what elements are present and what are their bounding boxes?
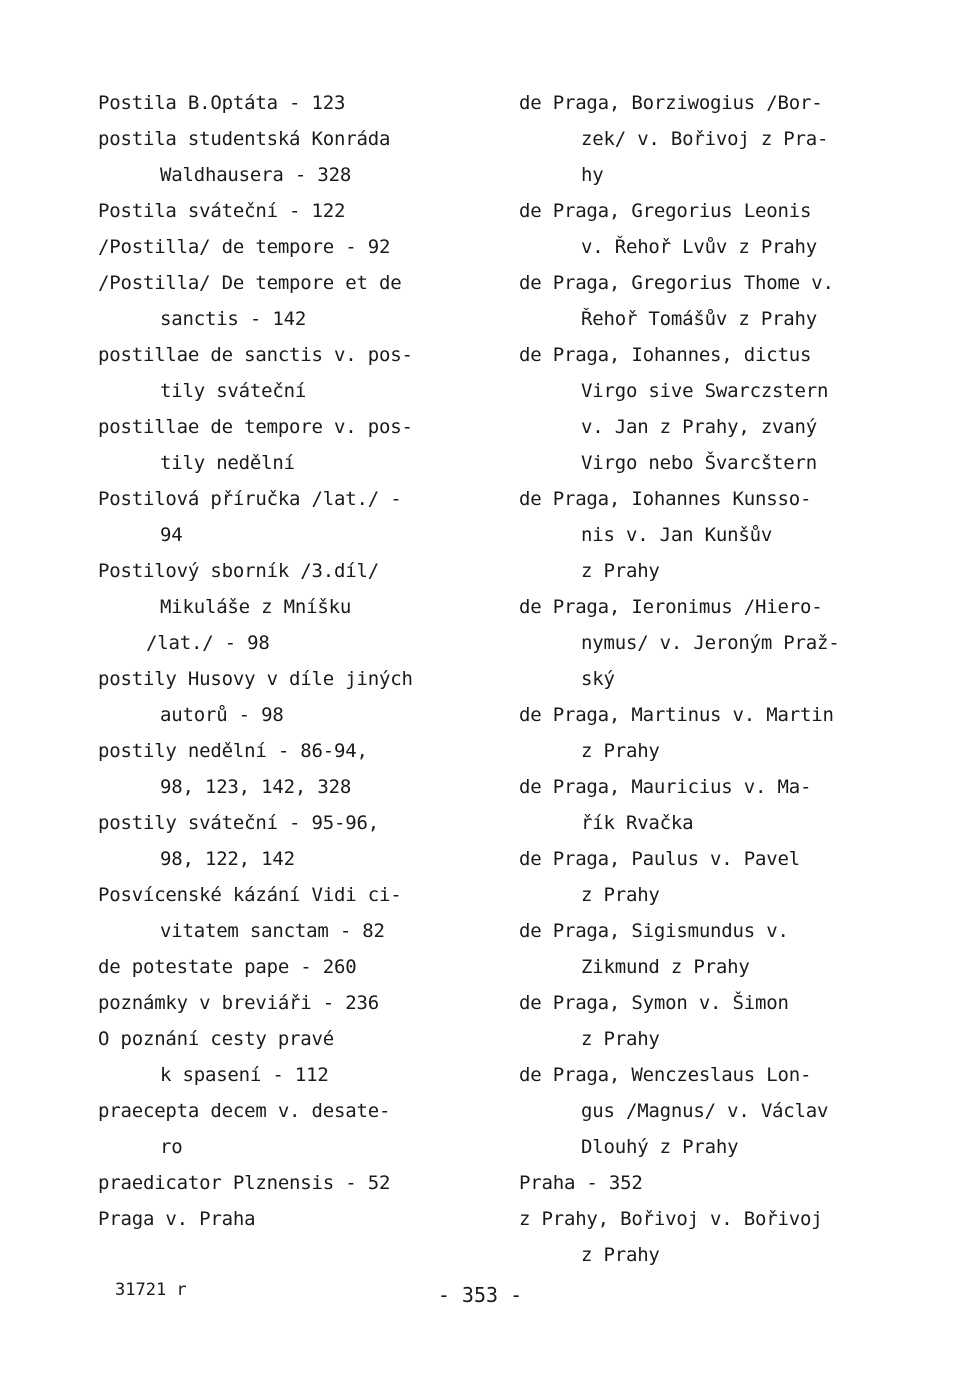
index-entry-continuation: nis v. Jan Kunšův [581, 524, 773, 546]
index-entry-continuation: hy [581, 164, 604, 186]
index-entry: postillae de tempore v. pos- [98, 416, 413, 438]
index-entry-continuation: /lat./ - 98 [146, 632, 270, 654]
index-entry-continuation: řík Rvačka [581, 812, 694, 834]
index-entry-continuation: Dlouhý z Prahy [581, 1136, 739, 1158]
index-entry-continuation: 94 [160, 524, 183, 546]
index-entry: Postilový sborník /3.díl/ [98, 560, 379, 582]
index-entry: O poznání cesty pravé [98, 1028, 335, 1050]
index-entry: postily Husovy v díle jiných [98, 668, 413, 690]
index-entry-continuation: Virgo sive Swarczstern [581, 380, 829, 402]
index-entry: Postilová příručka /lat./ - [98, 488, 402, 510]
index-entry: de Praga, Symon v. Šimon [519, 992, 789, 1014]
index-entry-continuation: Waldhausera - 328 [160, 164, 352, 186]
index-entry-continuation: z Prahy [581, 1028, 660, 1050]
index-entry: de Praga, Iohannes, dictus [519, 344, 812, 366]
index-entry: de Praga, Sigismundus v. [519, 920, 789, 942]
page-number: - 353 - [437, 1283, 523, 1307]
index-entry: praedicator Plznensis - 52 [98, 1172, 391, 1194]
index-entry-continuation: Mikuláše z Mníšku [160, 596, 352, 618]
index-entry-continuation: Řehoř Tomášův z Prahy [581, 308, 818, 330]
index-entry-continuation: tily nedělní [160, 452, 295, 474]
index-entry: de Praga, Paulus v. Pavel [519, 848, 800, 870]
index-entry-continuation: z Prahy [581, 740, 660, 762]
index-entry: z Prahy, Bořivoj v. Bořivoj [519, 1208, 823, 1230]
index-entry-continuation: nymus/ v. Jeroným Praž- [581, 632, 840, 654]
index-entry: /Postilla/ De tempore et de [98, 272, 402, 294]
index-entry: de Praga, Iohannes Kunsso- [519, 488, 812, 510]
index-entry-continuation: Zikmund z Prahy [581, 956, 750, 978]
index-entry-continuation: autorů - 98 [160, 704, 284, 726]
index-entry: postillae de sanctis v. pos- [98, 344, 413, 366]
print-code: 31721 r [115, 1280, 187, 1300]
index-column-left [98, 85, 498, 1237]
index-entry-continuation: sanctis - 142 [160, 308, 307, 330]
index-entry: de Praga, Gregorius Thome v. [519, 272, 834, 294]
index-entry: de Praga, Gregorius Leonis [519, 200, 812, 222]
index-entry: de potestate pape - 260 [98, 956, 357, 978]
index-entry-continuation: v. Řehoř Lvův z Prahy [581, 236, 818, 258]
index-entry-continuation: z Prahy [581, 1244, 660, 1266]
index-entry-continuation: z Prahy [581, 884, 660, 906]
index-entry: postily sváteční - 95-96, [98, 812, 379, 834]
index-column-right [519, 85, 939, 1273]
index-entry-continuation: v. Jan z Prahy, zvaný [581, 416, 818, 438]
index-entry-continuation: k spasení - 112 [160, 1064, 329, 1086]
index-entry: praecepta decem v. desate- [98, 1100, 391, 1122]
index-entry-continuation: gus /Magnus/ v. Václav [581, 1100, 829, 1122]
index-entry-continuation: zek/ v. Bořivoj z Pra- [581, 128, 829, 150]
index-entry: Postila B.Optáta - 123 [98, 92, 346, 114]
index-entry-continuation: ský [581, 668, 615, 690]
index-entry: de Praga, Mauricius v. Ma- [519, 776, 812, 798]
index-entry: de Praga, Borziwogius /Bor- [519, 92, 823, 114]
index-entry: de Praga, Ieronimus /Hiero- [519, 596, 823, 618]
index-entry: postila studentská Konráda [98, 128, 391, 150]
index-entry: postily nedělní - 86-94, [98, 740, 368, 762]
index-entry-continuation: 98, 123, 142, 328 [160, 776, 352, 798]
index-entry-continuation: tily sváteční [160, 380, 307, 402]
index-entry: Postila sváteční - 122 [98, 200, 346, 222]
index-entry: de Praga, Wenczeslaus Lon- [519, 1064, 812, 1086]
index-entry: de Praga, Martinus v. Martin [519, 704, 834, 726]
index-entry: Praga v. Praha [98, 1208, 256, 1230]
index-entry-continuation: vitatem sanctam - 82 [160, 920, 385, 942]
index-entry-continuation: 98, 122, 142 [160, 848, 295, 870]
index-entry: /Postilla/ de tempore - 92 [98, 236, 391, 258]
index-entry-continuation: z Prahy [581, 560, 660, 582]
index-entry: Posvícenské kázání Vidi ci- [98, 884, 402, 906]
index-entry-continuation: Virgo nebo Švarcštern [581, 452, 818, 474]
index-entry: Praha - 352 [519, 1172, 643, 1194]
index-entry-continuation: ro [160, 1136, 183, 1158]
index-entry: poznámky v breviáři - 236 [98, 992, 379, 1014]
